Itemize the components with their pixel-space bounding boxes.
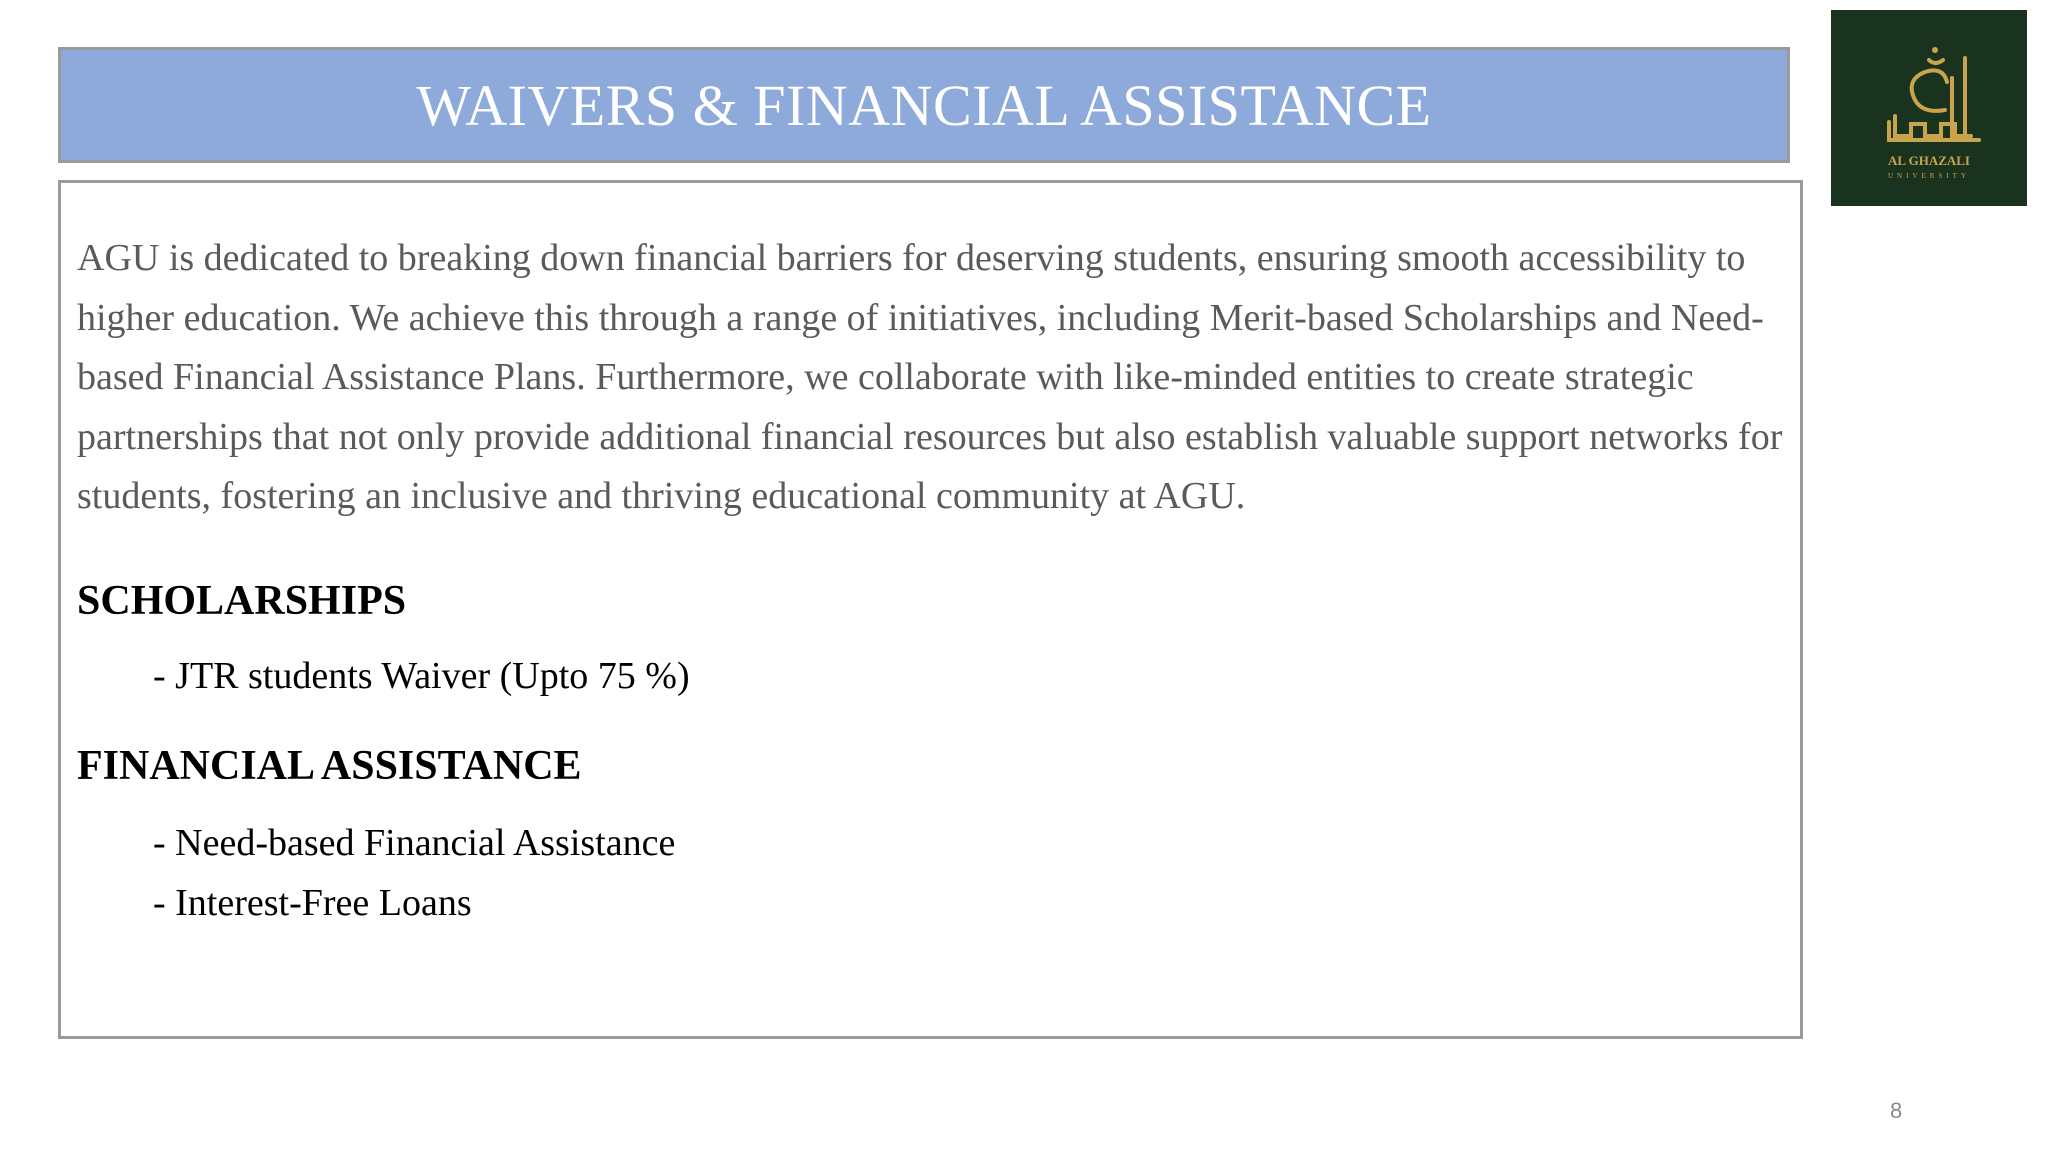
- list-item: - Need-based Financial Assistance: [153, 822, 676, 864]
- logo-subtitle: UNIVERSITY: [1888, 172, 1970, 180]
- slide-title: WAIVERS & FINANCIAL ASSISTANCE: [416, 72, 1432, 138]
- financial-assistance-heading: FINANCIAL ASSISTANCE: [77, 743, 582, 789]
- al-ghazali-university-logo-icon: [1831, 10, 2027, 206]
- list-item: - JTR students Waiver (Upto 75 %): [153, 654, 690, 697]
- content-box: [58, 180, 1803, 1039]
- logo-name: AL GHAZALI: [1888, 153, 1970, 168]
- list-item: - Interest-Free Loans: [153, 881, 472, 924]
- scholarships-heading: SCHOLARSHIPS: [77, 577, 407, 624]
- page-number: 8: [1890, 1098, 1903, 1123]
- intro-paragraph: AGU is dedicated to breaking down financial barriers for deserving students, ensuring smooth accessibility to higher education. We achieve this through a range of initiatives, including Merit-based Scholarships and Need-based Financial Assistance Plans. Furthermore, we collaborate with like-minded entities to create strategic partnerships that not only provide additional financial resources but also establish valuable support networks for students, fostering an inclusive and thriving educational community at AGU.: [77, 237, 1783, 517]
- university-logo: [1831, 10, 2027, 206]
- scholarships-list: [77, 647, 1786, 707]
- financial-assistance-list: [77, 814, 1786, 933]
- slide-title-bar: [58, 47, 1790, 163]
